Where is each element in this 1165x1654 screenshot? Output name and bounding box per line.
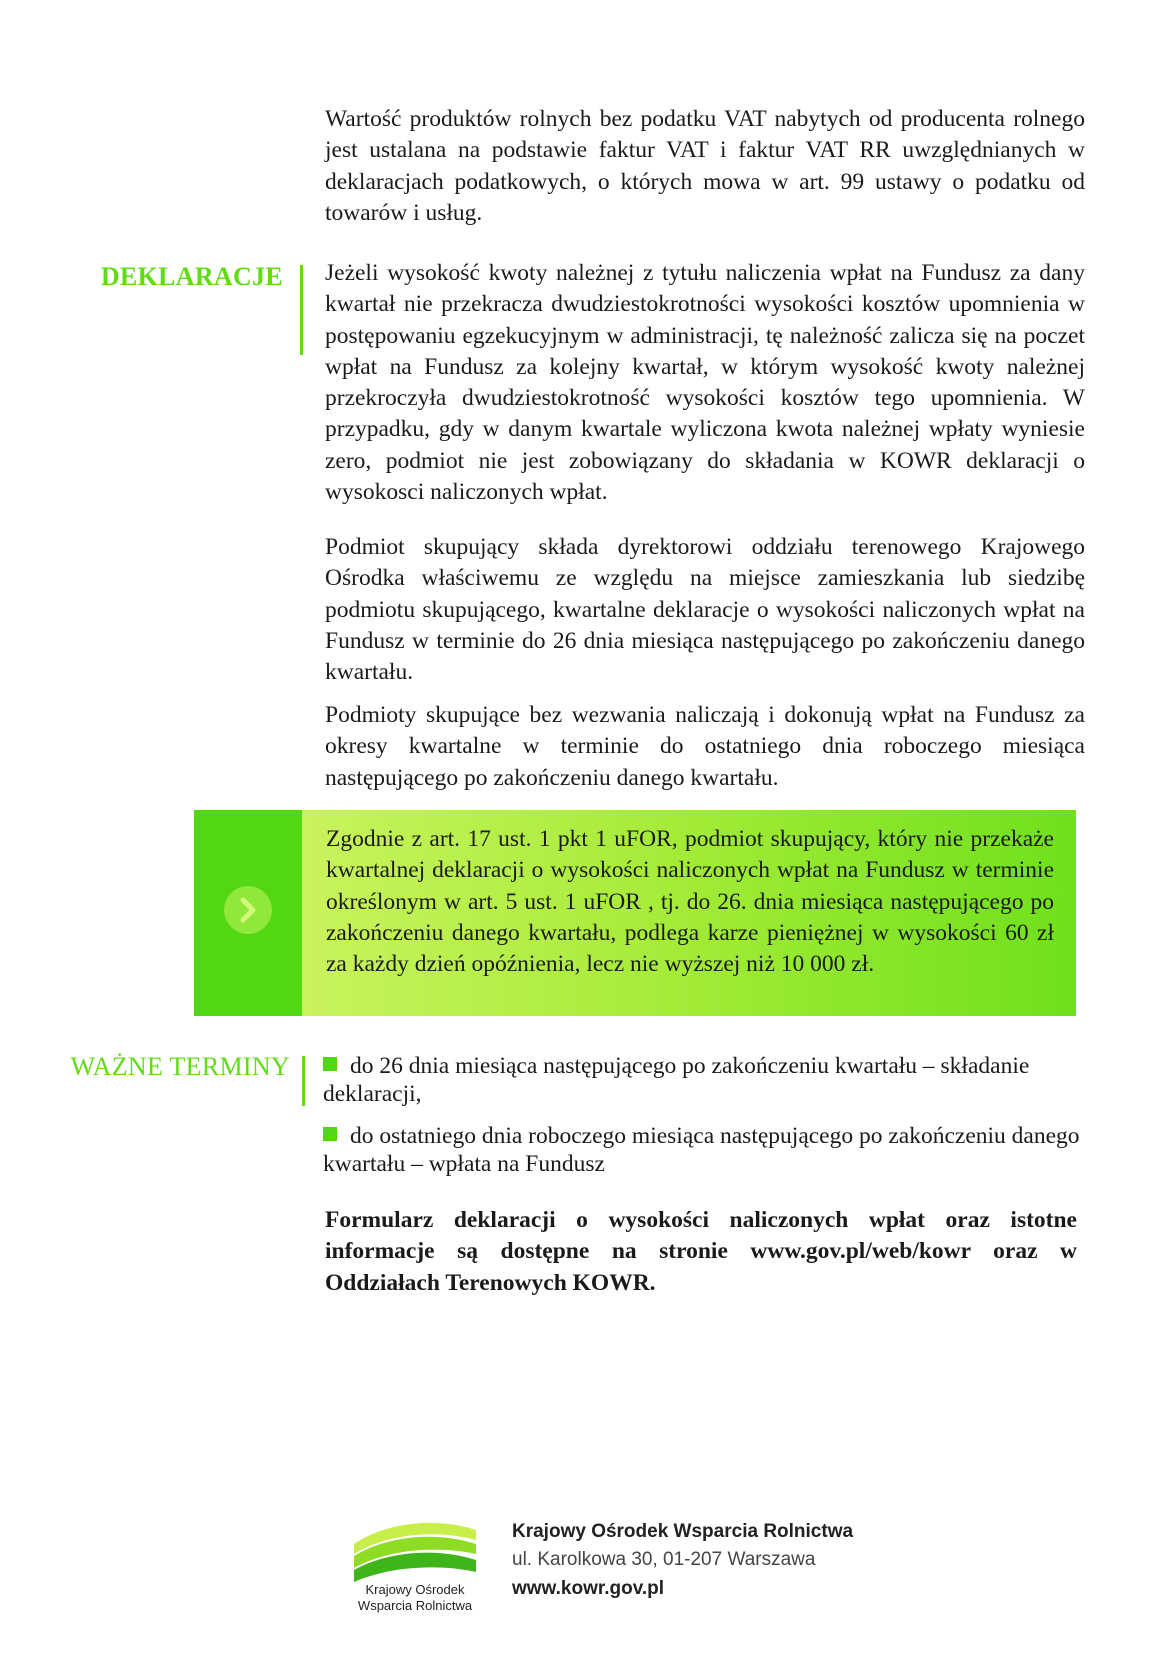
logo-caption [345, 1582, 485, 1614]
organization-name: Krajowy Ośrodek Wsparcia Rolnictwa [512, 1521, 854, 1542]
website-link[interactable]: www.kowr.gov.pl [512, 1578, 665, 1599]
section-divider [300, 265, 303, 355]
deklaracje-paragraph-3: Podmioty skupujące bez wezwania naliczają i dokonują wpłat na Fundusz za okresy kwartalne w terminie do ostatniego dnia roboczego miesiąca następującego po zakończeniu danego kwartału. [325, 702, 1085, 791]
chevron-right-icon [224, 886, 272, 934]
section-label-deklaracje: DEKLARACJE [100, 262, 283, 291]
list-item-text: do 26 dnia miesiąca następującego po zakończeniu kwartału – składanie deklaracji, [323, 1053, 1030, 1107]
section-divider [302, 1056, 305, 1106]
list-item-text: do ostatniego dnia roboczego miesiąca następującego po zakończeniu danego kwartału – wpłata na Fundusz [323, 1123, 1080, 1177]
list-item [323, 1122, 1103, 1178]
intro-paragraph: Wartość produktów rolnych bez podatku VAT nabytych od producenta rolnego jest ustalana na podstawie faktur VAT i faktur VAT RR uwzględnianych w deklaracjach podatkowych, o których mowa w art. 99 ustawy o podatku od towarów i usług. [325, 106, 1085, 226]
deklaracje-paragraph-1: Jeżeli wysokość kwoty należnej z tytułu naliczenia wpłat na Fundusz za dany kwartał nie przekracza dwudziestokrotności wysokości kosztów upomnienia w postępowaniu egzekucyjnym w administracji, tę należność zalicza się na poczet wpłat na Fundusz za kolejny kwartał, w którym wysokość kwoty należnej przekroczyła dwudziestokrotność wysokości kosztów tego upomnienia. W przypadku, gdy w danym kwartale wyliczona kwota należnej wpłaty wyniesie zero, podmiot nie jest zobowiązany do składania w KOWR deklaracji o wysokosci naliczonych wpłat. [325, 260, 1085, 506]
list-item [323, 1052, 1103, 1108]
section-label-terminy: WAŻNE TERMINY [70, 1052, 290, 1081]
bullet-square-icon [323, 1057, 337, 1071]
footer-contact [512, 1518, 853, 1604]
closing-note: Formularz deklaracji o wysokości naliczonych wpłat oraz istotne informacje są dostępne na stronie www.gov.pl/web/kowr oraz w Oddziałach Terenowych KOWR. [325, 1207, 1077, 1296]
penalty-callout [194, 810, 1076, 1016]
logo-caption-line: Wsparcia Rolnictwa [357, 1598, 473, 1613]
bullet-square-icon [323, 1127, 337, 1141]
organization-address: ul. Karolkowa 30, 01-207 Warszawa [512, 1549, 816, 1570]
deklaracje-paragraph-2: Podmiot skupujący składa dyrektorowi oddziału terenowego Krajowego Ośrodka właściwemu ze względu na miejsce zamieszkania lub siedzibę podmiotu skupującego, kwartalne deklaracje o wysokości naliczonych wpłat na Fundusz w terminie do 26 dnia miesiąca następującego po zakończeniu danego kwartału. [325, 534, 1085, 686]
callout-text: Zgodnie z art. 17 ust. 1 pkt 1 uFOR, podmiot skupujący, który nie przekaże kwartalnej deklaracji o wysokości naliczonych wpłat na Fundusz w terminie określonym w art. 5 ust. 1 uFOR , tj. do 26. dnia miesiąca następującego po zakończeniu danego kwartału, podlega karze pieniężnej w wysokości 60 zł za każdy dzień opóźnienia, lecz nie wyższej niż 10 000 zł. [326, 826, 1054, 978]
logo-caption-line: Krajowy Ośrodek [365, 1582, 465, 1597]
